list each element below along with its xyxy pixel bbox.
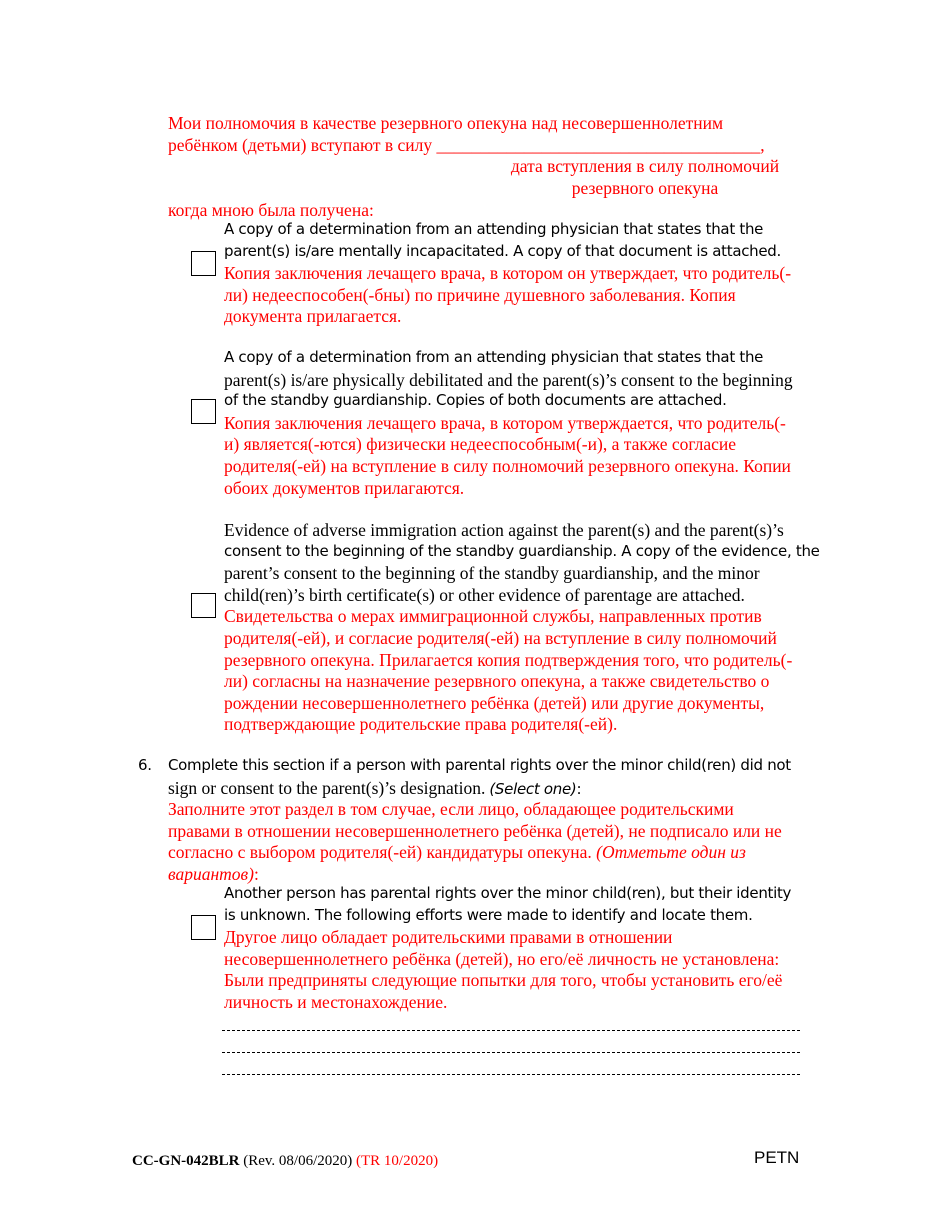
form-translation-date: (TR 10/2020) <box>356 1153 439 1169</box>
option-unknown-identity <box>224 884 791 1014</box>
option1-ru-line-3: документа прилагается. <box>224 306 402 327</box>
option3-ru-line-1: Свидетельства о мерах иммиграционной службы, направленных против <box>224 606 762 627</box>
efforts-fill-line-3[interactable] <box>222 1074 800 1075</box>
section6-ru-variants: вариантов) <box>168 863 254 884</box>
option-mental-incapacity-checkbox[interactable] <box>191 251 216 276</box>
section6-en-line-1: Complete this section if a person with parental rights over the minor child(ren) did not <box>168 756 791 774</box>
form-id: CC-GN-042BLR <box>132 1153 240 1169</box>
section6-ru-line-4 <box>168 864 791 886</box>
section6-select-one: (Select one) <box>489 779 577 798</box>
section6-ru-colon: : <box>253 863 259 884</box>
option2-ru-line-4: обоих документов прилагаются. <box>224 477 465 498</box>
intro-block <box>168 113 765 156</box>
option3-ru-line-6: подтверждающие родительские права родителя(-ей). <box>224 714 618 735</box>
received-label: когда мною была получена: <box>168 200 374 220</box>
intro-line-1: Мои полномочия в качестве резервного опекуна над несовершеннолетним <box>168 113 724 133</box>
option4-en-line-1: Another person has parental rights over the minor child(ren), but their identity <box>224 884 792 902</box>
option1-ru-line-1: Копия заключения лечащего врача, в котором он утверждает, что родитель(- <box>224 263 792 284</box>
option3-ru-line-4: ли) согласны на назначение резервного опекуна, а также свидетельство о <box>224 671 770 692</box>
option2-en-line-2: parent(s) is/are physically debilitated and the parent(s)’s consent to the beginning <box>224 369 793 390</box>
form-revision: (Rev. 08/06/2020) <box>243 1153 353 1169</box>
option2-ru-line-3: родителя(-ей) на вступление в силу полномочий резервного опекуна. Копии <box>224 455 791 476</box>
option3-en-line-3: parent’s consent to the beginning of the standby guardianship, and the minor <box>224 563 760 584</box>
option3-ru-line-3: резервного опекуна. Прилагается копия подтверждения того, что родитель(- <box>224 649 793 670</box>
section6-ru-select-one: (Отметьте один из <box>596 842 746 863</box>
footer-form-info <box>132 1153 438 1170</box>
section6-en-line-2 <box>168 778 791 800</box>
option3-en-line-2: consent to the beginning of the standby guardianship. A copy of the evidence, the <box>224 541 820 560</box>
option4-ru-line-2: несовершеннолетнего ребёнка (детей), но его/её личность не установлена: <box>224 948 780 969</box>
option4-en-line-2: is unknown. The following efforts were made to identify and locate them. <box>224 905 753 924</box>
section6-ru-line-1: Заполните этот раздел в том случае, если лицо, обладающее родительскими <box>168 799 734 820</box>
option1-ru-line-2: ли) недееспособен(-бны) по причине душевного заболевания. Копия <box>224 284 736 305</box>
efforts-fill-line-2[interactable] <box>222 1052 800 1053</box>
section6-en-line-2-text: sign or consent to the parent(s)’s designation. <box>168 777 486 798</box>
intro-line-2: ребёнком (детьми) вступают в силу _____________________________________, <box>168 134 765 155</box>
date-caption-line-1: дата вступления в силу полномочий <box>510 156 780 176</box>
section-6 <box>168 756 791 886</box>
option2-en-line-3: of the standby guardianship. Copies of both documents are attached. <box>224 391 727 410</box>
option3-en-line-1: Evidence of adverse immigration action against the parent(s) and the parent(s)’s <box>224 520 784 540</box>
option2-ru-line-1: Копия заключения лечащего врача, в котором утверждается, что родитель(- <box>224 412 786 433</box>
option-immigration-action <box>224 520 820 736</box>
date-caption-line-2: резервного опекуна <box>571 177 719 198</box>
section6-ru-line-3 <box>168 842 791 864</box>
option3-ru-line-5: рождении несовершеннолетнего ребёнка (детей) или другие документы, <box>224 692 765 713</box>
option-physical-debilitation <box>224 348 793 499</box>
date-caption <box>470 156 820 199</box>
option-immigration-action-checkbox[interactable] <box>191 593 216 618</box>
option3-ru-line-2: родителя(-ей), и согласие родителя(-ей) на вступление в силу полномочий <box>224 627 777 648</box>
section6-en-colon: : <box>576 779 582 798</box>
efforts-fill-line-1[interactable] <box>222 1030 800 1031</box>
section6-ru-line-3-text: согласно с выбором родителя(-ей) кандидатуры опекуна. <box>168 842 592 863</box>
option1-en-line-2: parent(s) is/are mentally incapacitated. A copy of that document is attached. <box>224 241 781 260</box>
option4-ru-line-3: Были предприняты следующие попытки для того, чтобы установить его/её <box>224 970 783 991</box>
option2-en-line-1: A copy of a determination from an attending physician that states that the <box>224 348 764 366</box>
section-6-number: 6. <box>138 756 152 774</box>
form-code: PETN <box>754 1148 800 1167</box>
option1-en-line-1: A copy of a determination from an attending physician that states that the <box>224 220 764 238</box>
option4-ru-line-4: личность и местонахождение. <box>224 991 448 1012</box>
option-mental-incapacity <box>224 220 791 328</box>
option-physical-debilitation-checkbox[interactable] <box>191 399 216 424</box>
option2-ru-line-2: и) является(-ются) физически недееспособным(-и), а также согласие <box>224 434 737 455</box>
option-unknown-identity-checkbox[interactable] <box>191 915 216 940</box>
option4-ru-line-1: Другое лицо обладает родительскими правами в отношении <box>224 927 673 948</box>
option3-en-line-4: child(ren)’s birth certificate(s) or other evidence of parentage are attached. <box>224 584 745 605</box>
section6-ru-line-2: правами в отношении несовершеннолетнего ребёнка (детей), не подписало или не <box>168 820 782 841</box>
